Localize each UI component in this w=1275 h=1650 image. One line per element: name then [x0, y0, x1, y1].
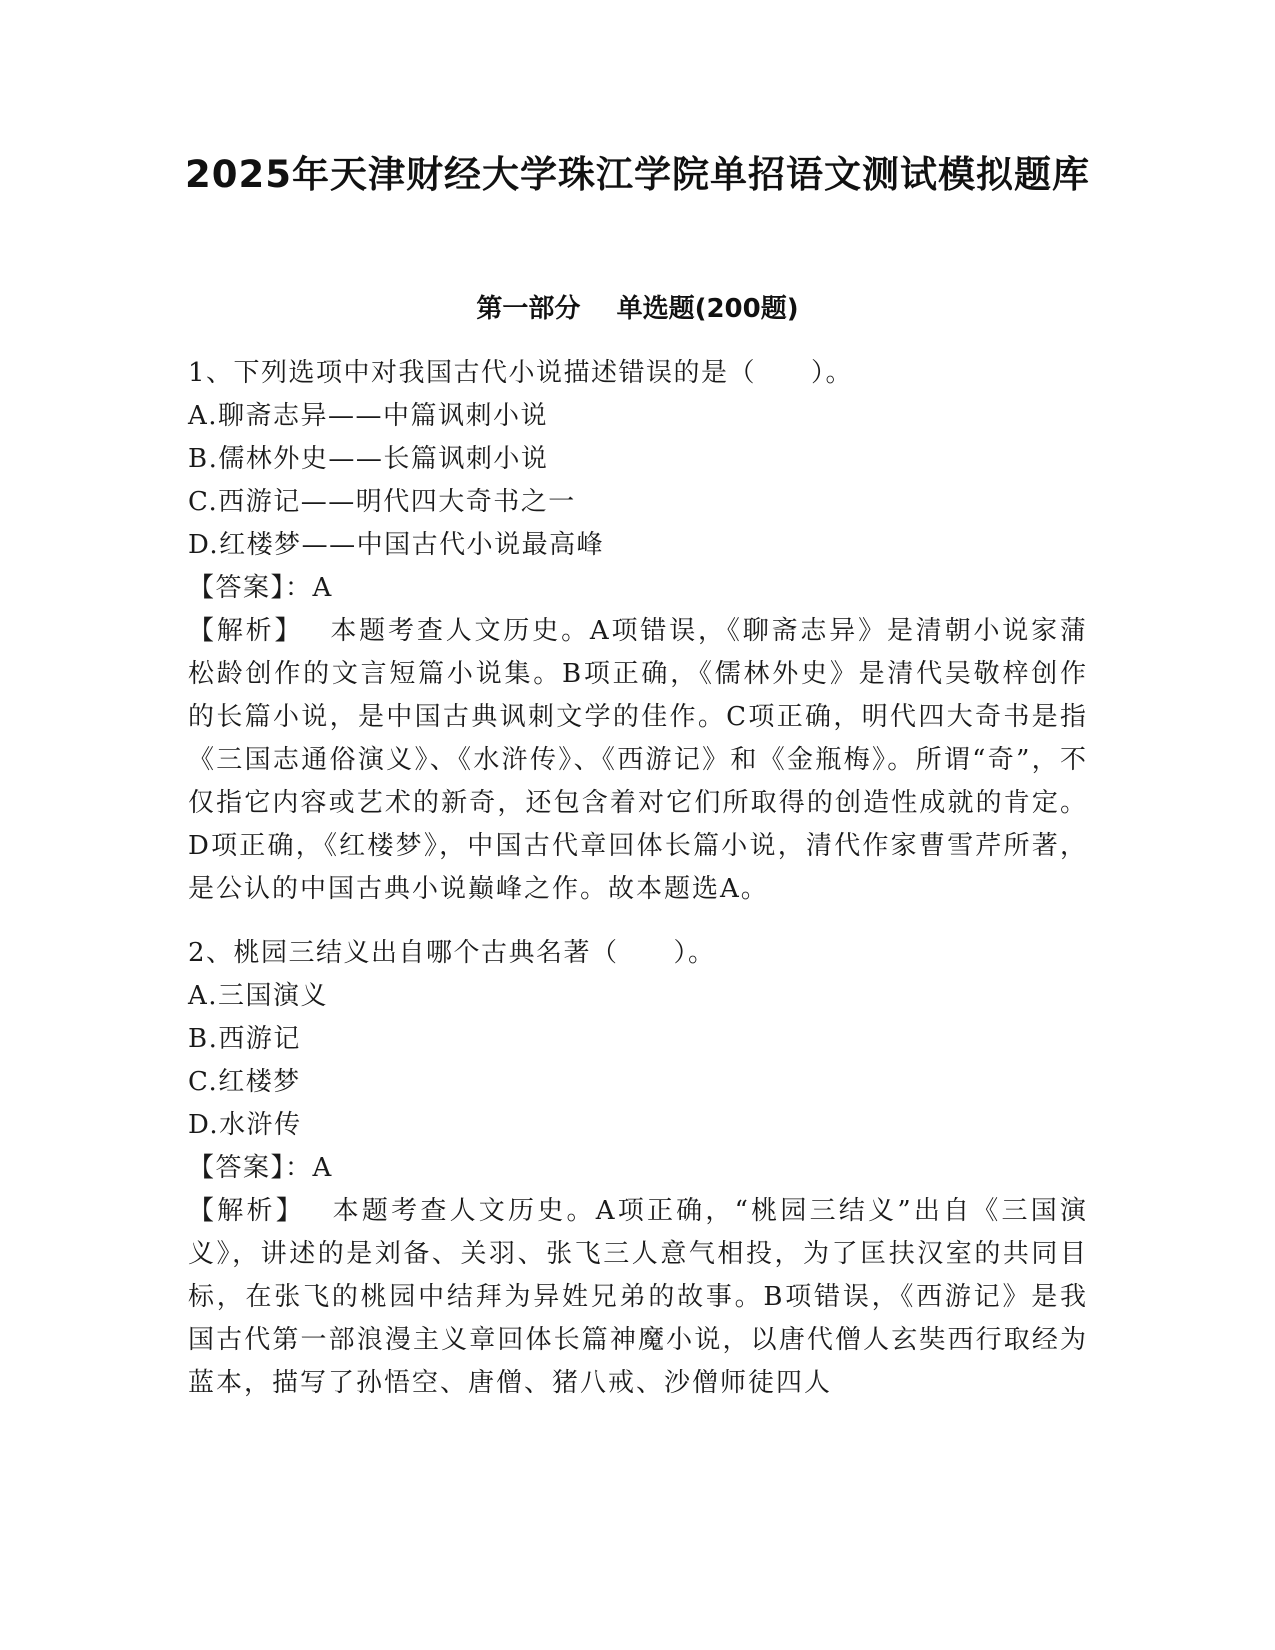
question-2: [188, 932, 1088, 1405]
analysis-label: 【解析】: [188, 616, 291, 646]
analysis-paragraph: [188, 610, 1088, 911]
analysis-paragraph: [188, 1190, 1088, 1405]
answer-value: A: [312, 573, 333, 603]
answer-label: 【答案】：: [188, 1153, 313, 1183]
question-1: [188, 352, 1088, 911]
option-d: D.水浒传: [188, 1110, 302, 1140]
option-a: A.聊斋志异——中篇讽刺小说: [188, 401, 549, 431]
document-title: 2025年天津财经大学珠江学院单招语文测试模拟题库: [185, 153, 1090, 196]
section-title: 第一部分 单选题(200题): [476, 294, 799, 324]
option-c: C.西游记——明代四大奇书之一: [188, 487, 576, 517]
option-b: B.西游记: [188, 1024, 301, 1054]
analysis-label: 【解析】: [188, 1196, 292, 1226]
analysis-text: 本题考查人文历史。A项正确，“桃园三结义”出自《三国演义》，讲述的是刘备、关羽、张飞三人意气相投，为了匡扶汉室的共同目标，在张飞的桃园中结拜为异姓兄弟的故事。B项错误，《西游记》是我国古代第一部浪漫主义章回体长篇神魔小说，以唐代僧人玄奘西行取经为蓝本，描写了孙悟空、唐僧、猪八戒、沙僧师徒四人: [188, 1196, 1088, 1398]
answer-label: 【答案】：: [188, 573, 313, 603]
question-stem: 1、下列选项中对我国古代小说描述错误的是（ ）。: [188, 358, 854, 388]
option-d: D.红楼梦——中国古代小说最高峰: [188, 530, 605, 560]
question-stem: 2、桃园三结义出自哪个古典名著（ ）。: [188, 938, 716, 968]
answer-line: [188, 567, 1088, 610]
option-a: A.三国演义: [188, 981, 329, 1011]
answer-value: A: [312, 1153, 333, 1183]
analysis-text: 本题考查人文历史。A项错误，《聊斋志异》是清朝小说家蒲松龄创作的文言短篇小说集。B项正确，《儒林外史》是清代吴敬梓创作的长篇小说，是中国古典讽刺文学的佳作。C项正确，明代四大奇书是指《三国志通俗演义》、《水浒传》、《西游记》和《金瓶梅》。所谓“奇”，不仅指它内容或艺术的新奇，还包含着对它们所取得的创造性成就的肯定。D项正确，《红楼梦》，中国古代章回体长篇小说，清代作家曹雪芹所著，是公认的中国古典小说巅峰之作。故本题选A。: [188, 616, 1088, 904]
question-list: [188, 352, 1088, 1405]
option-c: C.红楼梦: [188, 1067, 301, 1097]
answer-line: [188, 1147, 1088, 1190]
option-b: B.儒林外史——长篇讽刺小说: [188, 444, 549, 474]
